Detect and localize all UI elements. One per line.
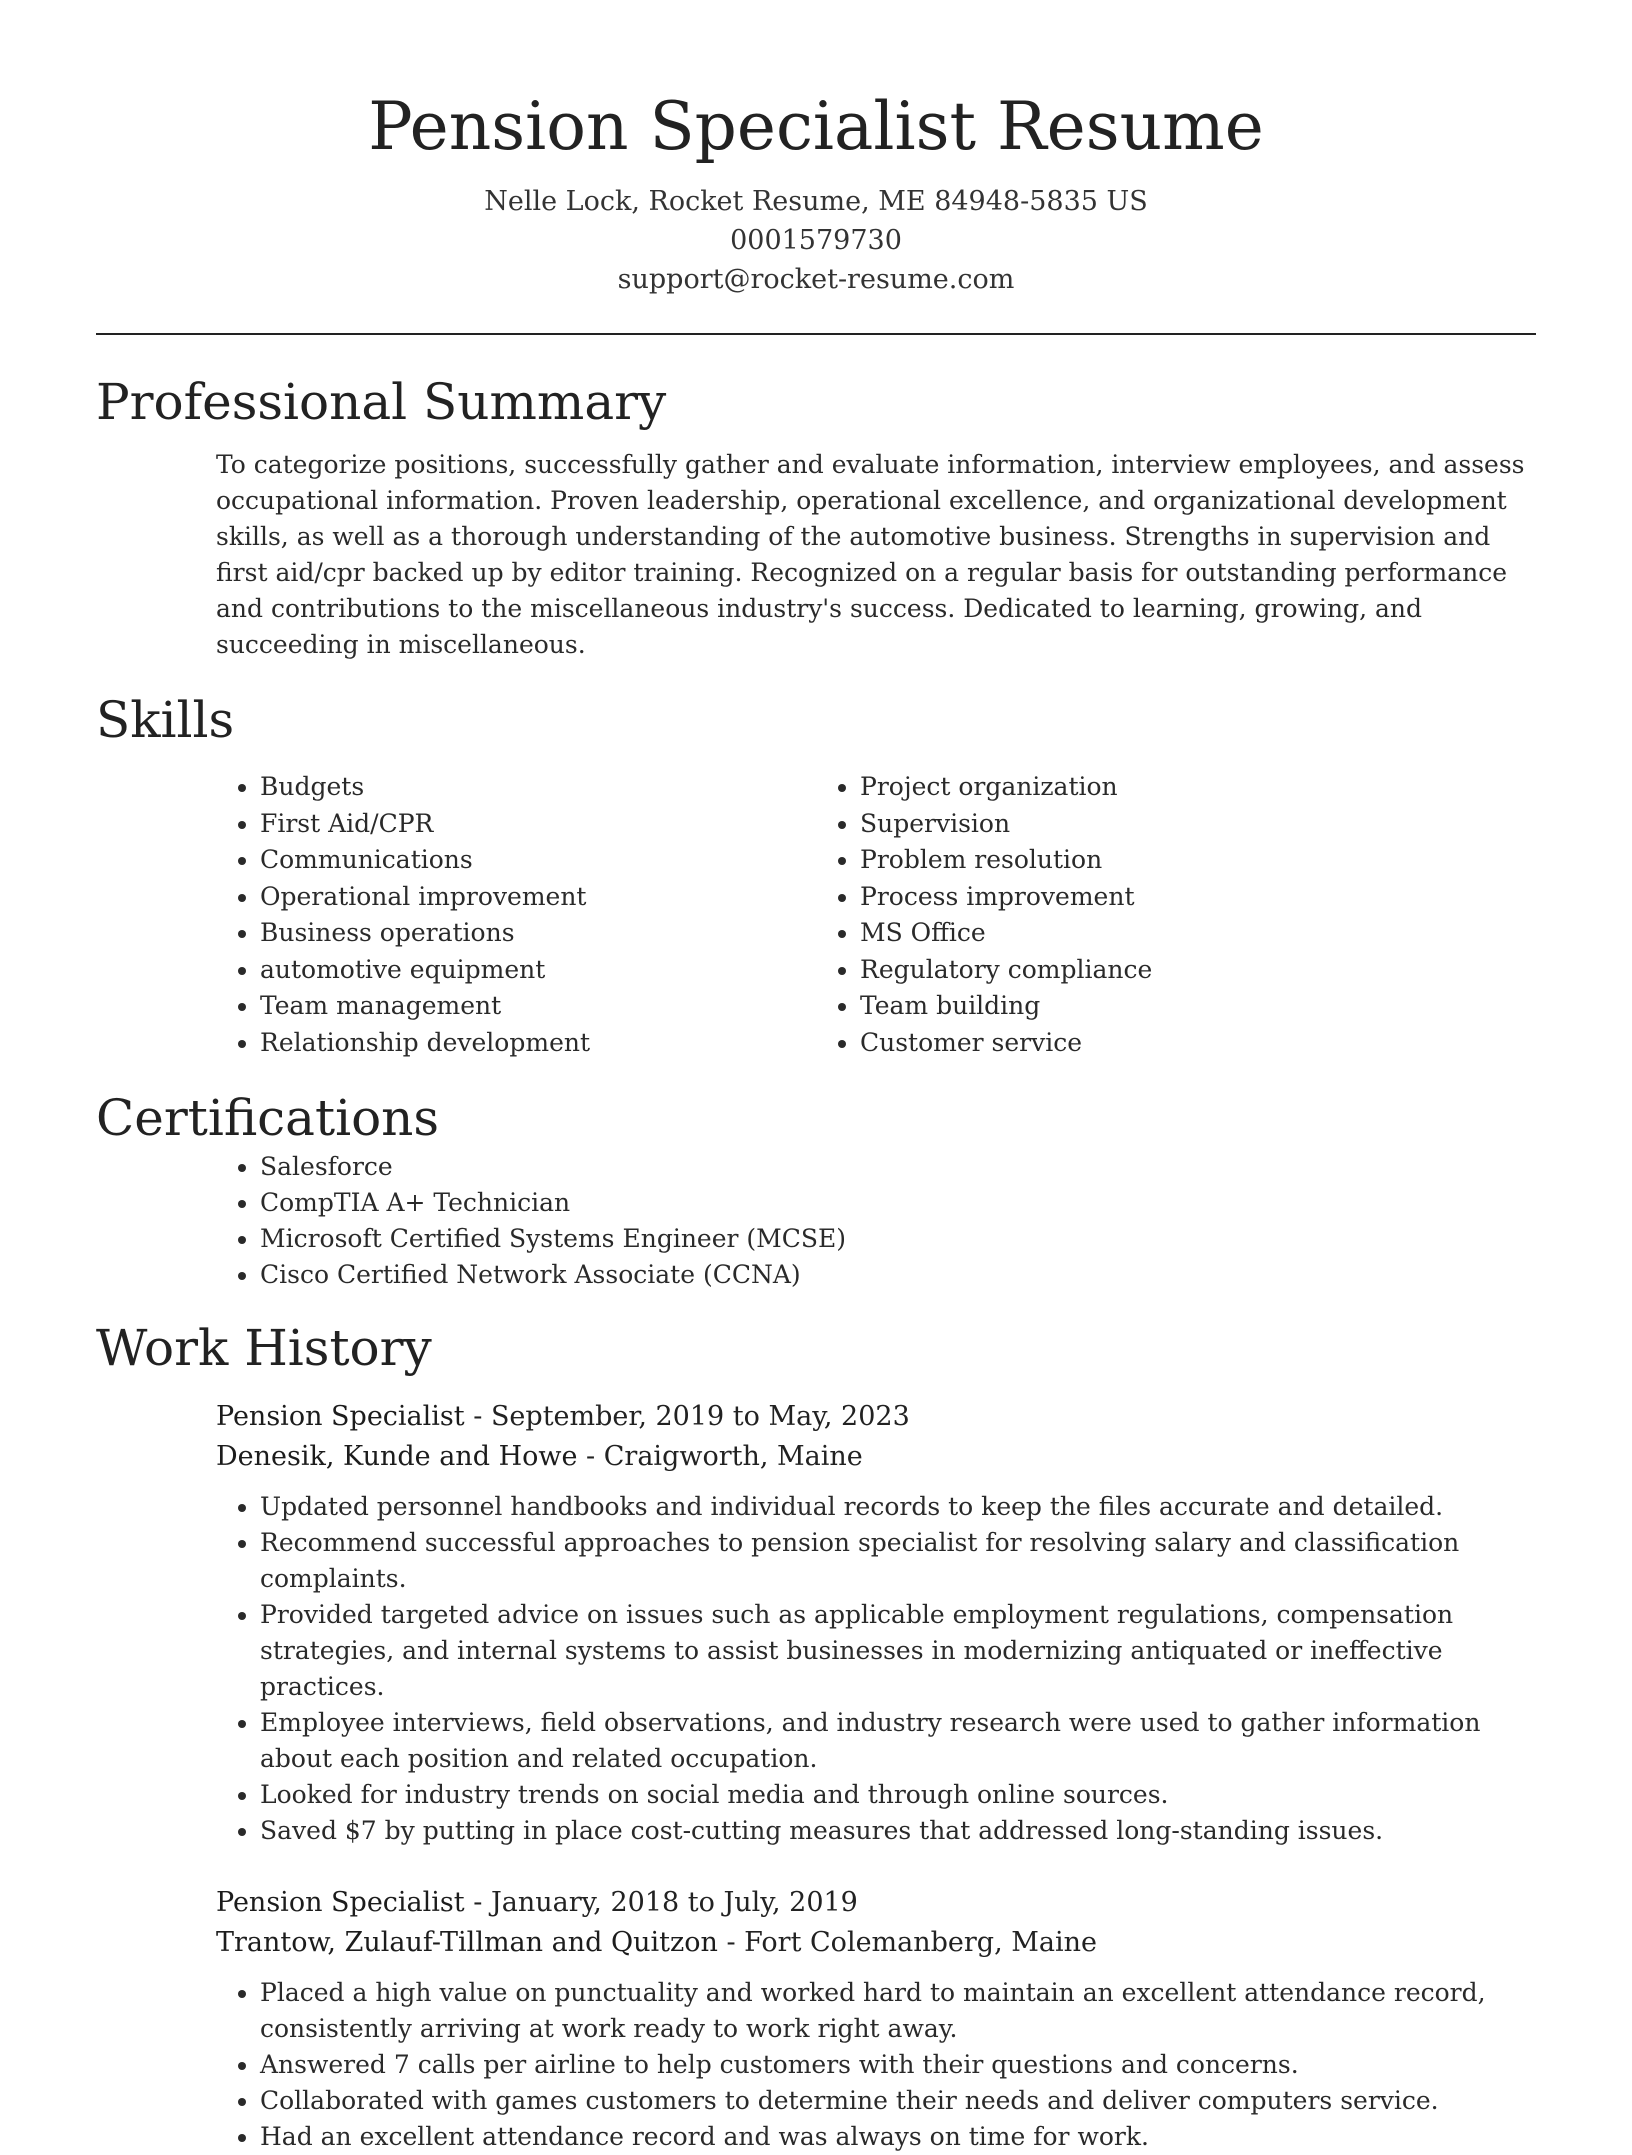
job-duty-item: • Employee interviews, field observations, and industry research were used to gather information about each position and related occupation. <box>260 1705 1536 1777</box>
certification-item: • Salesforce <box>260 1149 1536 1185</box>
contact-address: Nelle Lock, Rocket Resume, ME 84948-5835 US <box>484 186 1148 217</box>
job-duties-list <box>216 1489 1536 1849</box>
skills-grid <box>216 769 1536 1061</box>
skills-column-right <box>816 769 1416 1061</box>
skill-item: • First Aid/CPR <box>260 806 816 843</box>
job-title: Pension Specialist <box>216 1401 465 1432</box>
job-duty-item: • Provided targeted advice on issues such as applicable employment regulations, compensation strategies, and internal systems to assist businesses in modernizing antiquated or ineffective practices. <box>260 1597 1536 1705</box>
skill-item: • Problem resolution <box>860 842 1416 879</box>
header-divider <box>96 333 1536 335</box>
job-title: Pension Specialist <box>216 1887 465 1918</box>
skill-item: • Operational improvement <box>260 879 816 916</box>
certification-item: • Microsoft Certified Systems Engineer (MCSE) <box>260 1221 1536 1257</box>
job-duty-item: • Had an excellent attendance record and was always on time for work. <box>260 2119 1536 2155</box>
job-duty-item: • Placed a high value on punctuality and worked hard to maintain an excellent attendance record, consistently arriving at work ready to work right away. <box>260 1975 1536 2047</box>
job-company: Trantow, Zulauf-Tillman and Quitzon <box>216 1927 718 1958</box>
certifications-heading: Certifications <box>96 1089 440 1147</box>
skills-column-left <box>216 769 816 1061</box>
job-duty-item: • Answered 7 calls per airline to help customers with their questions and concerns. <box>260 2047 1536 2083</box>
job-duty-item: • Collaborated with games customers to determine their needs and deliver computers service. <box>260 2083 1536 2119</box>
job-dates: September, 2019 to May, 2023 <box>490 1401 910 1432</box>
skill-item: • Supervision <box>860 806 1416 843</box>
skill-item: • Relationship development <box>260 1025 816 1062</box>
job-duty-item: • Looked for industry trends on social media and through online sources. <box>260 1777 1536 1813</box>
job-company-line: Trantow, Zulauf-Tillman and Quitzon - Fort Colemanberg, Maine <box>216 1927 1098 1958</box>
skill-item: • Communications <box>260 842 816 879</box>
job-title-line: Pension Specialist - September, 2019 to May, 2023 <box>216 1401 910 1432</box>
contact-block <box>96 182 1536 299</box>
skill-item: • Business operations <box>260 915 816 952</box>
work-history-heading: Work History <box>96 1319 432 1377</box>
skill-item: • Process improvement <box>860 879 1416 916</box>
skill-item: • MS Office <box>860 915 1416 952</box>
job-duty-item: • Updated personnel handbooks and individual records to keep the files accurate and detailed. <box>260 1489 1536 1525</box>
job-company: Denesik, Kunde and Howe <box>216 1441 578 1472</box>
job-location: Craigworth, Maine <box>603 1441 863 1472</box>
job-dates: January, 2018 to July, 2019 <box>490 1887 858 1918</box>
page-title: Pension Specialist Resume <box>368 88 1264 165</box>
job-entry <box>216 1397 1536 1849</box>
job-entry <box>216 1883 1536 2155</box>
summary-heading: Professional Summary <box>96 373 667 431</box>
skill-item: • Customer service <box>860 1025 1416 1062</box>
contact-email: support@rocket-resume.com <box>617 264 1015 295</box>
certification-item: • CompTIA A+ Technician <box>260 1185 1536 1221</box>
job-location: Fort Colemanberg, Maine <box>744 1927 1098 1958</box>
resume-header <box>96 0 1536 299</box>
skill-item: • Team management <box>260 988 816 1025</box>
job-company-line: Denesik, Kunde and Howe - Craigworth, Maine <box>216 1441 863 1472</box>
certification-item: • Cisco Certified Network Associate (CCNA) <box>260 1257 1536 1293</box>
skill-item: • Budgets <box>260 769 816 806</box>
contact-phone: 0001579730 <box>730 225 902 256</box>
job-duty-item: • Recommend successful approaches to pension specialist for resolving salary and classification complaints. <box>260 1525 1536 1597</box>
certifications-list <box>216 1149 1536 1293</box>
skill-item: • automotive equipment <box>260 952 816 989</box>
skill-item: • Project organization <box>860 769 1416 806</box>
job-title-line: Pension Specialist - January, 2018 to July, 2019 <box>216 1887 858 1918</box>
summary-text: To categorize positions, successfully gather and evaluate information, interview employees, and assess occupational information. Proven leadership, operational excellence, and organizational development skills, as well as a thorough understanding of the automotive business. Strengths in supervision and first aid/cpr backed up by editor training. Recognized on a regular basis for outstanding performance and contributions to the miscellaneous industry's success. Dedicated to learning, growing, and succeeding in miscellaneous. <box>216 450 1525 659</box>
skill-item: • Regulatory compliance <box>860 952 1416 989</box>
skill-item: • Team building <box>860 988 1416 1025</box>
job-duty-item: • Saved $7 by putting in place cost-cutting measures that addressed long-standing issues. <box>260 1813 1536 1849</box>
job-duties-list <box>216 1975 1536 2155</box>
skills-heading: Skills <box>96 691 235 749</box>
